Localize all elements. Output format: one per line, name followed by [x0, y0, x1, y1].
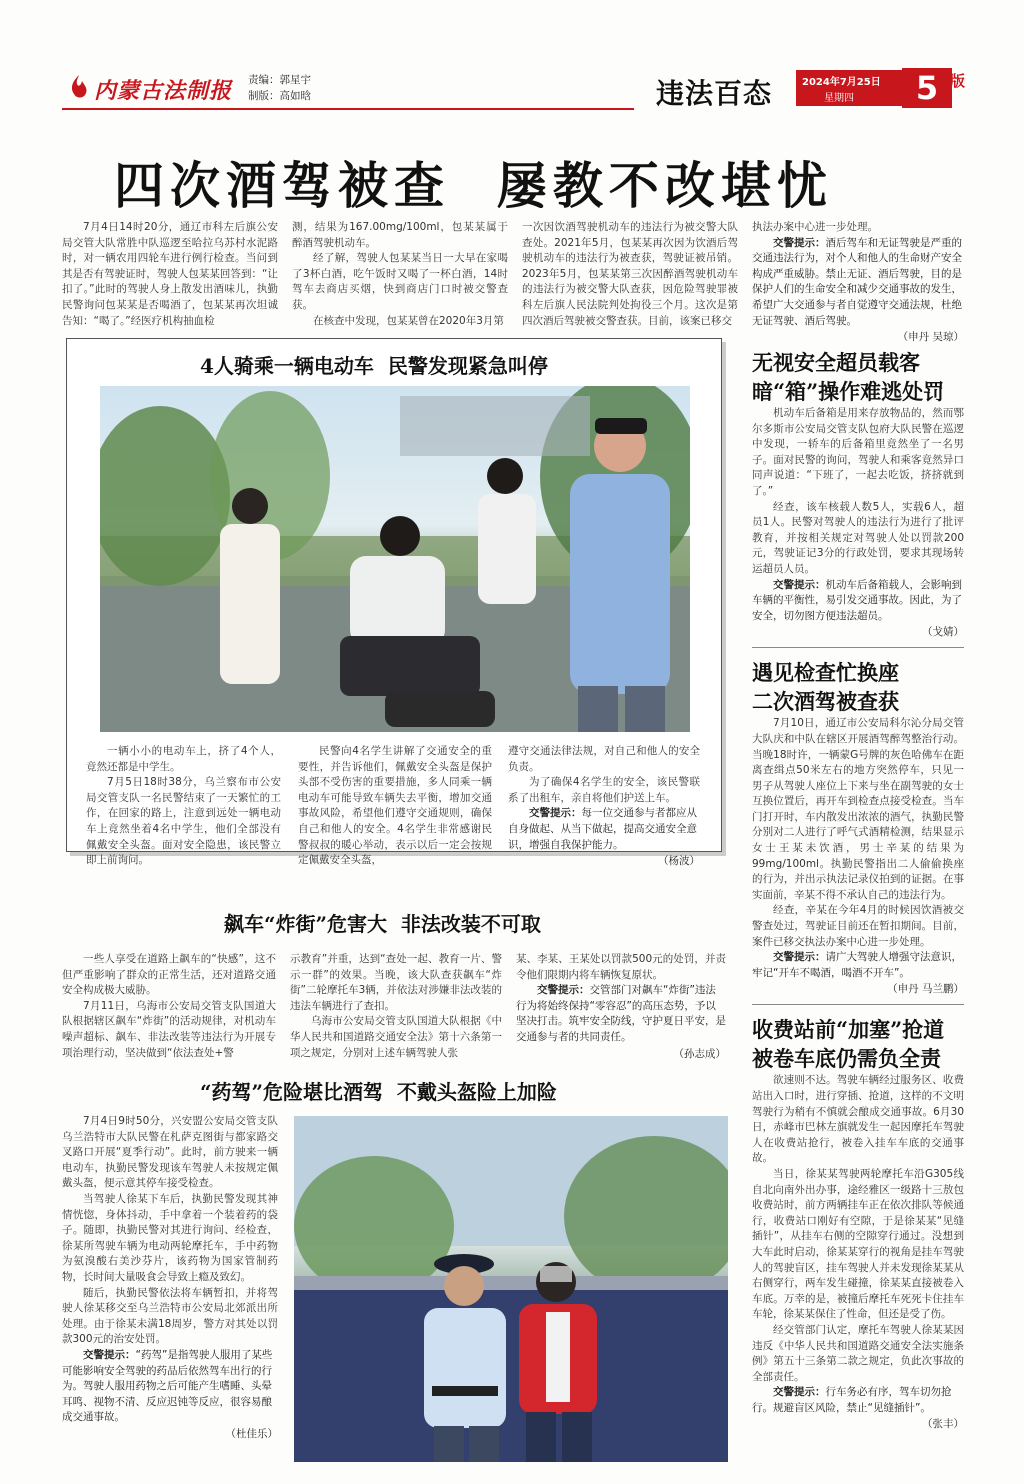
byline: （杨波）	[658, 855, 700, 868]
side-divider	[752, 1004, 964, 1005]
tip-label: 交警提示：	[537, 984, 590, 997]
side1-headline-line1: 无视安全超员载客	[752, 350, 920, 375]
ebike-col-2	[298, 744, 492, 869]
byline: （戈婧）	[922, 626, 964, 639]
paragraph: 7月5日18时38分，乌兰察布市公安局交管支队一名民警结束了一天繁忙的工作，在回家的路上，注意到远处一辆电动车上竟然坐着4名中学生，他们全部没有佩戴安全头盔。面对安全隐患，该民警立即上前询问。	[86, 776, 281, 867]
main-headline: 四次酒驾被查 屡教不改堪忧	[114, 156, 833, 215]
tip-text: 请广大驾驶人增强守法意识，牢记“开车不喝酒，喝酒不开车”。	[752, 951, 962, 979]
traffic-tip	[62, 1348, 278, 1426]
producer-credit: 制版：高如晗	[248, 90, 311, 102]
masthead-rule	[62, 108, 634, 110]
ebike-col-3	[508, 744, 700, 868]
traffic-tip	[752, 1385, 964, 1416]
date-box	[796, 70, 904, 106]
paragraph: 经交管部门认定，摩托车驾驶人徐某某因违反《中华人民共和国道路交通安全法实施条例》第五十三条第二款之规定，负此次事故的全部责任。	[752, 1323, 964, 1383]
ebike-headline: 4人骑乘一辆电动车 民警发现紧急叫停	[200, 354, 548, 378]
ebike-col-1	[86, 744, 281, 869]
byline: （孙志成）	[673, 1047, 726, 1060]
ebike-photo	[100, 386, 690, 732]
section-name: 违法百态	[656, 77, 773, 110]
paragraph: 测，结果为167.00mg/100ml，包某某属于醉酒驾驶机动车。	[292, 221, 508, 249]
side3-headline-line2: 被卷车底仍需负全责	[752, 1046, 941, 1072]
tip-text: 酒后驾车和无证驾驶是严重的交通违法行为，对个人和他人的生命财产安全构成严重威胁。禁止无证、酒后驾驶，目的是保护人们的生命安全和减少交通事故的发生，希望广大交通参与者自觉遵守交通法规，杜绝无证驾驶、酒后驾驶。	[752, 236, 962, 327]
paragraph: 7月4日9时50分，兴安盟公安局交管支队乌兰浩特市大队民警在札萨克图街与都家路交叉路口开展“夏季行动”。此时，前方驶来一辆电动车，执勤民警发现该车驾驶人未按规定佩戴头盔，便示意其停车接受检查。	[62, 1115, 278, 1190]
tip-text: 交管部门对飙车“炸街”违法行为将始终保持“零容忍”的高压态势，予以坚决打击。筑牢安全防线，守护夏日平安，是交通参与者的共同责任。	[516, 984, 726, 1043]
side2-headline-line1: 遇见检查忙换座	[752, 660, 899, 686]
byline: （张丰）	[922, 1418, 964, 1431]
paragraph: 经查，辛某在今年4月的时候因饮酒被交警查处过，驾驶证目前还在暂扣期间。目前，案件已移交执法办案中心进一步处理。	[752, 904, 964, 948]
side1-headline-line2: 暗“箱”操作难逃处罚	[752, 379, 945, 404]
main-col-3	[522, 220, 738, 329]
drug-headline: “药驾”危险堪比酒驾 不戴头盔险上加险	[200, 1080, 557, 1104]
tip-label: 交警提示：	[529, 807, 582, 820]
paragraph: 7月11日，乌海市公安局交管支队国道大队根据辖区飙车“炸街”的活动规律，对机动车噪声超标、飙车、非法改装等违法行为开展专项治理行动，坚决做到“依法查处+警	[62, 999, 276, 1059]
paragraph: 欲速则不达。驾驶车辆经过服务区、收费站出入口时，进行穿插、抢道，这样的不文明驾驶行为稍有不慎就会酿成交通事故。6月30日，赤峰市巴林左旗就发生一起因摩托车驾驶人在收费站抢行，被卷入挂车车底的交通事故。	[752, 1074, 964, 1165]
paragraph: 经查，该车核载人数5人，实载6人，超员1人。民警对驾驶人的违法行为进行了批评教育，并按相关规定对驾驶人处以罚款200元，驾驶证记3分的行政处罚，要求其现场转运超员人员。	[752, 500, 964, 575]
paragraph: 7月10日，通辽市公安局科尔沁分局交管大队庆和中队在辖区开展酒驾醉驾整治行动。当晚18时许，一辆蒙G号牌的灰色哈佛车在距离查缉点50米左右的地方突然停车，只见一男子从驾驶人座位上下来与坐在副驾驶的女士互换位置后，再开车到检查点接受检查。当车门打开时，车内散发出浓浓的酒气，执勤民警分别对二人进行了呼气式酒精检测，结果显示女士王某未饮酒，男士辛某的结果为99mg/100ml。执勤民警指出二人偷偷换座的行为，并出示执法记录仪拍到的证据。在事实面前，辛某不得不承认自己的违法行为。	[752, 717, 964, 901]
main-col-2	[292, 220, 508, 329]
tip-text: 行车务必有序，驾车切勿抢行。规避盲区风险，禁止“见缝插针”。	[752, 1386, 952, 1414]
editor-credit: 责编：郭星宇	[248, 74, 311, 86]
traffic-tip	[508, 806, 700, 853]
masthead-logo	[68, 74, 90, 100]
paragraph: 执法办案中心进一步处理。	[752, 221, 878, 233]
drug-text-col	[62, 1114, 278, 1441]
logo-text: 内蒙古法制报	[94, 78, 233, 104]
traffic-tip	[752, 236, 964, 330]
paragraph: 一次因饮酒驾驶机动车的违法行为被交警大队查处。2021年5月，包某某再次因为饮酒后驾驶机动车的违法行为被查获，驾驶证被吊销。2023年5月，包某某第三次因醉酒驾驶机动车的违法行为被交警大队查获，因危险驾驶罪被科左后旗人民法院判处拘役三个月。这次是第四次酒后驾驶被交警查获。目前，该案已移交	[522, 221, 738, 327]
tip-text: “药驾”是指驾驶人服用了某些可能影响安全驾驶的药品后依然驾车出行的行为。驾驶人服用药物之后可能产生嗜睡、头晕耳鸣、视物不清、反应迟钝等反应，很容易酿成交通事故。	[62, 1348, 273, 1424]
issue-date: 2024年7月25日	[802, 77, 881, 88]
paragraph: 7月4日14时20分，通辽市科左后旗公安局交管大队常胜中队巡逻至哈拉乌苏村水泥路时，对一辆农用四轮车进行例行检查。当问到其是否有驾驶证时，驾驶人包某某回答到：“让扣了。”此时的驾驶人身上散发出酒味儿，执勤民警询问包某某是否喝酒了，包某某再次坦诚告知：“喝了。”经医疗机构抽血检	[62, 221, 278, 327]
side-divider	[752, 647, 964, 648]
drug-photo	[294, 1116, 728, 1462]
paragraph: 在核查中发现，包某某曾在2020年3月第	[313, 314, 504, 327]
racing-col-1	[62, 952, 276, 1061]
traffic-tip	[752, 578, 964, 625]
paragraph: 机动车后备箱是用来存放物品的，然而鄂尔多斯市公安局交管支队包府大队民警在巡逻中发现，一轿车的后备箱里竟然坐了一名男子。面对民警的询问，驾驶人和乘客竟然异口同声说道：“下班了，一起去吃饭，挤挤就到了。”	[752, 407, 964, 497]
main-col-4	[752, 220, 964, 344]
paragraph: 一些人享受在道路上飙车的“快感”，这不但严重影响了群众的正常生活，还对道路交通安全构成极大威胁。	[62, 953, 276, 997]
tip-label: 交警提示：	[773, 951, 826, 964]
tip-text: 每一位交通参与者都应从自身做起、从当下做起，提高交通安全意识，增强自我保护能力。	[508, 807, 697, 851]
racing-headline: 飙车“炸街”危害大 非法改装不可取	[224, 912, 541, 936]
paragraph: 为了确保4名学生的安全，该民警联系了出租车，亲自将他们护送上车。	[508, 776, 700, 804]
racing-col-3	[516, 952, 726, 1061]
logo-flame-icon	[68, 74, 90, 100]
paragraph: 示教育”并重，达到“查处一起、教育一片、警示一群”的效果。当晚，该大队查获飙车“炸街”二轮摩托车3辆，并依法对涉嫌非法改装的违法车辆进行了查扣。	[290, 953, 502, 1012]
paragraph: 一辆小小的电动车上，挤了4个人，竟然还都是中学生。	[86, 745, 281, 773]
byline: （申丹 马兰鹏）	[887, 983, 964, 996]
paragraph: 某、李某、王某处以罚款500元的处罚，并责令他们限期内将车辆恢复原状。	[516, 953, 726, 981]
traffic-tip	[516, 983, 726, 1045]
side-column	[752, 348, 964, 1431]
main-col-1	[62, 220, 278, 329]
paragraph: 随后，执勤民警依法将车辆暂扣，并将驾驶人徐某移交至乌兰浩特市公安局北郊派出所处理。由于徐某未满18周岁，警方对其处以罚款300元的治安处罚。	[62, 1286, 278, 1346]
ebike-scene-illustration	[100, 386, 690, 732]
racing-col-2	[290, 952, 502, 1061]
side3-headline-line1: 收费站前“加塞”抢道	[752, 1017, 945, 1043]
tip-label: 交警提示：	[773, 236, 826, 249]
tip-text: 机动车后备箱载人，会影响到车辆的平衡性，易引发交通事故。因此，为了安全，切勿图方便违法超员。	[752, 578, 962, 622]
paragraph: 当日，徐某某驾驶两轮摩托车沿G305线自北向南外出办事，途经雅区一级路十三敖包收费站时，前方两辆挂车正在依次排队等候通行，收费站口刚好有空隙，于是徐某某“见缝插针”，从挂车右侧的空隙穿行通过。没想到大车此时启动，徐某某穿行的视角是挂车驾驶人的驾驶盲区，挂车驾驶人并未发现徐某某从右侧穿行，两车发生碰撞，徐某某直接被卷入车底。万幸的是，被撞后摩托车死死卡住挂车车轮，徐某某保住了性命，但还是受了伤。	[752, 1167, 964, 1321]
paragraph: 乌海市公安局交管支队国道大队根据《中华人民共和国道路交通安全法》第十六条第一项之规定，分别对上述车辆驾驶人张	[290, 1015, 502, 1059]
byline: （申丹 吴琼）	[897, 331, 964, 344]
issue-weekday: 星期四	[824, 93, 854, 104]
paragraph: 民警向4名学生讲解了交通安全的重要性，并告诉他们，佩戴安全头盔是保护头部不受伤害的重要措施，多人同乘一辆电动车可能导致车辆失去平衡，增加交通事故风险，希望他们遵守交通规则，确保自己和他人的安全。4名学生非常感谢民警叔叔的暖心举动，表示以后一定会按规定佩戴安全头盔，	[298, 745, 492, 867]
drug-scene-illustration	[294, 1116, 728, 1462]
page-number: 5	[902, 68, 952, 108]
masthead	[62, 70, 972, 110]
tip-label: 交警提示：	[83, 1348, 136, 1361]
paragraph: 当驾驶人徐某下车后，执勤民警发现其神情恍惚，身体抖动，手中拿着一个装着药的袋子。随即，执勤民警对其进行询问、经检查，徐某所驾驶车辆为电动两轮摩托车，手中药物为氨溴酸右美沙芬片，该药物为国家管制药物，长时间大量吸食会导致上瘾及致幻。	[62, 1192, 278, 1283]
side2-headline-line2: 二次酒驾被查获	[752, 689, 899, 715]
paragraph: 遵守交通法律法规，对自己和他人的安全负责。	[508, 745, 700, 773]
tip-label: 交警提示：	[773, 1386, 826, 1399]
byline: （杜佳乐）	[225, 1427, 278, 1440]
traffic-tip	[752, 950, 964, 981]
page-label: 版	[950, 72, 966, 90]
paragraph: 经了解，驾驶人包某某当日一大早在家喝了3杯白酒，吃午饭时又喝了一杯白酒，14时驾车去商店买烟，快到商店门口时被交警查获。	[292, 252, 508, 311]
tip-label: 交警提示：	[773, 578, 826, 591]
